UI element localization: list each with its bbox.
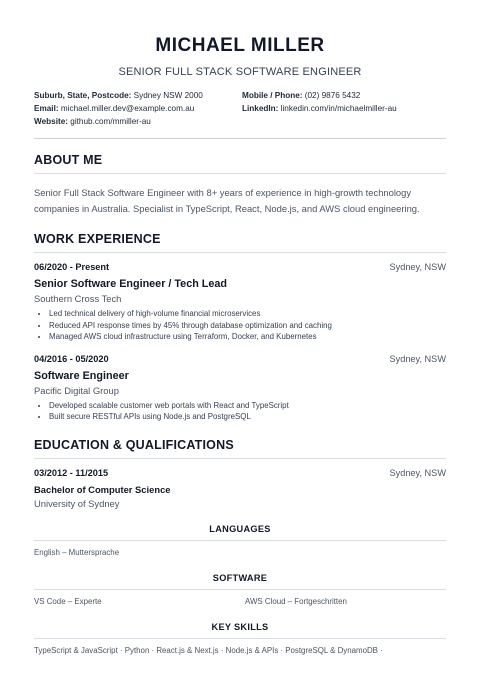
education-dates: 03/2012 - 11/2015	[34, 467, 109, 478]
software-list	[34, 597, 446, 606]
languages-list	[34, 548, 446, 557]
linkedin-value: linkedin.com/in/michaelmiller-au	[280, 104, 397, 113]
job-dates: 06/2020 - Present	[34, 262, 110, 272]
education-header	[34, 468, 446, 478]
job-header	[34, 354, 446, 364]
website-value: github.com/mmiller-au	[70, 117, 151, 126]
skills-heading: KEY SKILLS	[211, 621, 269, 632]
education-divider	[34, 458, 446, 459]
contact-email	[34, 104, 242, 113]
software-item: VS Code – Experte	[34, 596, 102, 606]
education-location: Sydney, NSW	[389, 467, 446, 478]
address-label: Suburb, State, Postcode:	[34, 91, 132, 100]
job-bullet: • Managed AWS cloud infrastructure using Terraform, Docker, and Kubernetes	[49, 331, 446, 343]
contact-website	[34, 117, 242, 126]
email-value: michael.miller.dev@example.com.au	[60, 104, 195, 113]
job-bullet: • Built secure RESTful APIs using Node.js and PostgreSQL	[49, 411, 446, 423]
education-school: University of Sydney	[34, 497, 120, 509]
software-item: AWS Cloud – Fortgeschritten	[245, 596, 347, 606]
email-label: Email:	[34, 104, 59, 113]
software-divider	[34, 589, 446, 590]
contact-linkedin	[242, 104, 446, 113]
experience-heading: WORK EXPERIENCE	[34, 232, 161, 246]
contact-details	[34, 91, 446, 126]
about-text: Senior Full Stack Software Engineer with 8+ years of experience in high-growth technology companies in Australia. Specialist in TypeScript, React, Node.js, and AWS cloud engineering.	[34, 187, 420, 214]
job-location: Sydney, NSW	[389, 353, 446, 364]
job-bullet: • Reduced API response times by 45% through database optimization and caching	[49, 320, 446, 332]
phone-label: Mobile / Phone:	[242, 91, 303, 100]
job-title: Software Engineer	[34, 369, 129, 382]
job-company: Southern Cross Tech	[34, 293, 122, 304]
candidate-title: SENIOR FULL STACK SOFTWARE ENGINEER	[118, 66, 362, 78]
website-label: Website:	[34, 117, 68, 126]
job-bullet: • Developed scalable customer web portals with React and TypeScript	[49, 400, 446, 412]
skills-list: TypeScript & JavaScript · Python · React.js & Next.js · Node.js & APIs · PostgreSQL & DynamoDB ·	[34, 645, 383, 655]
contact-phone	[242, 91, 446, 100]
address-value: Sydney NSW 2000	[133, 91, 203, 100]
job-location: Sydney, NSW	[389, 262, 446, 272]
language-item: English – Muttersprache	[34, 547, 120, 557]
languages-divider	[34, 540, 446, 541]
header-divider	[34, 138, 446, 139]
software-heading: SOFTWARE	[212, 572, 268, 583]
languages-heading: LANGUAGES	[209, 523, 271, 534]
job-company: Pacific Digital Group	[34, 384, 119, 396]
contact-address	[34, 91, 242, 100]
candidate-name: MICHAEL MILLER	[155, 35, 325, 56]
about-divider	[34, 173, 446, 174]
linkedin-label: LinkedIn:	[242, 104, 279, 113]
education-heading: EDUCATION & QUALIFICATIONS	[34, 437, 234, 452]
job-entry	[34, 354, 446, 423]
job-bullets	[34, 400, 446, 423]
job-header	[34, 262, 446, 272]
job-bullets	[34, 308, 446, 343]
skills-divider	[34, 638, 446, 639]
experience-divider	[34, 252, 446, 253]
job-dates: 04/2016 - 05/2020	[34, 353, 109, 364]
job-title: Senior Software Engineer / Tech Lead	[34, 278, 227, 290]
job-entry	[34, 262, 446, 343]
education-degree: Bachelor of Computer Science	[34, 483, 171, 495]
phone-value: (02) 9876 5432	[304, 91, 361, 100]
about-heading: ABOUT ME	[34, 153, 103, 167]
job-bullet: • Led technical delivery of high-volume financial microservices	[49, 308, 446, 320]
